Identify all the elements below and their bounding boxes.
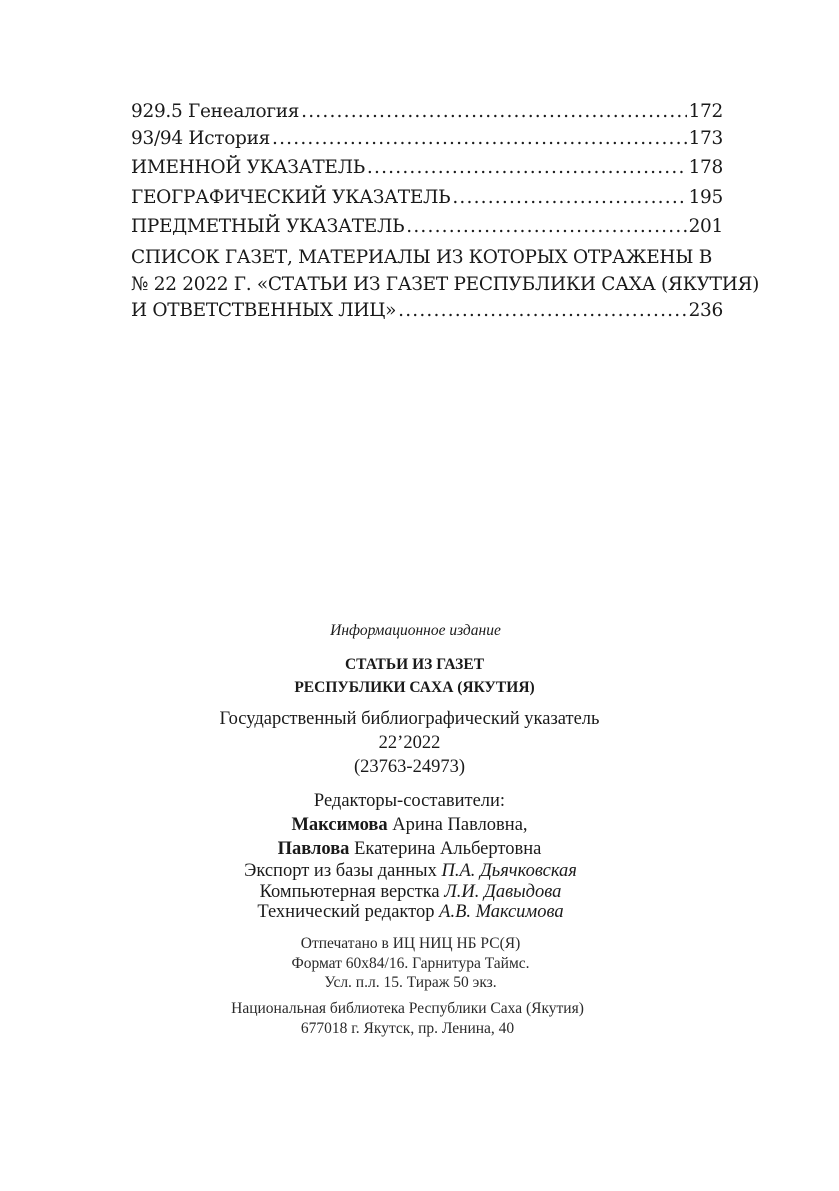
credit-person: Л.И. Давыдова [444, 881, 562, 902]
editor-given-names: Екатерина Альбертовна [349, 839, 542, 859]
issue-number: 22’2022 [378, 733, 441, 753]
credits-block [0, 861, 830, 923]
credit-line [0, 882, 830, 903]
library-info-block [0, 999, 827, 1038]
editors-block [0, 789, 829, 861]
toc-entry-page: 178 [688, 157, 723, 178]
toc-leader-dots [272, 128, 687, 149]
toc-entry-geographic-index[interactable] [131, 187, 723, 208]
credit-line [0, 861, 830, 882]
print-info-line: Формат 60х84/16. Гарнитура Таймс. [291, 954, 530, 972]
toc-entry-label: 93/94 История [131, 128, 271, 149]
credit-role: Компьютерная верстка [259, 881, 445, 902]
subtitle-text: Государственный библиографический указатель [219, 709, 600, 729]
toc-entry-page: 172 [688, 101, 723, 122]
book-title [0, 653, 834, 699]
toc-entry-newspaper-list[interactable] [131, 245, 760, 325]
record-range: (23763-24973) [354, 757, 465, 777]
edition-type [0, 622, 835, 640]
credit-role: Экспорт из базы данных [244, 861, 442, 881]
toc-leader-dots [301, 101, 686, 122]
toc-entry-name-index[interactable] [131, 157, 723, 178]
toc-entry-genealogy[interactable] [131, 101, 723, 122]
toc-entry-label: ГЕОГРАФИЧЕСКИЙ УКАЗАТЕЛЬ [131, 187, 451, 208]
editor-surname: Павлова [277, 839, 350, 859]
print-info-line: Усл. п.л. 15. Тираж 50 экз. [324, 974, 497, 991]
book-title-line: СТАТЬИ ИЗ ГАЗЕТ [344, 656, 485, 673]
credit-line [0, 902, 830, 923]
toc-entry-label: 929.5 Генеалогия [131, 101, 300, 122]
editors-heading: Редакторы-составители: [313, 791, 506, 811]
toc-entry-label: ИМЕННОЙ УКАЗАТЕЛЬ [131, 157, 365, 178]
toc-leader-dots [406, 216, 686, 237]
editor-name [0, 813, 829, 837]
toc-entry-label-line: СПИСОК ГАЗЕТ, МАТЕРИАЛЫ ИЗ КОТОРЫХ ОТРАЖЕНЫ В [131, 247, 713, 268]
toc-entry-page: 195 [688, 187, 723, 208]
toc-entry-label: ПРЕДМЕТНЫЙ УКАЗАТЕЛЬ [131, 216, 405, 237]
toc-entry-label-line: № 22 2022 Г. «СТАТЬИ ИЗ ГАЗЕТ РЕСПУБЛИКИ САХА (ЯКУТИЯ) [131, 273, 760, 295]
credit-role: Технический редактор [257, 902, 440, 922]
edition-type-text: Информационное издание [330, 622, 501, 639]
editor-surname: Максимова [291, 815, 388, 835]
toc-leader-dots [367, 157, 687, 178]
toc-entry-history[interactable] [131, 128, 723, 149]
credit-person: П.А. Дьячковская [441, 861, 577, 881]
library-name: Национальная библиотека Республики Саха (Якутия) [231, 1000, 584, 1017]
editor-given-names: Арина Павловна, [387, 815, 528, 835]
toc-entry-page: 173 [688, 128, 723, 149]
toc-leader-dots [452, 187, 686, 208]
library-address: 677018 г. Якутск, пр. Ленина, 40 [300, 1019, 515, 1037]
print-info-line: Отпечатано в ИЦ НИЦ НБ РС(Я) [300, 935, 521, 952]
credit-person: А.В. Максимова [439, 902, 564, 922]
book-subtitle [0, 707, 829, 779]
book-title-line: РЕСПУБЛИКИ САХА (ЯКУТИЯ) [294, 679, 535, 696]
toc-entry-subject-index[interactable] [131, 216, 723, 237]
toc-entry-page: 236 [688, 300, 723, 321]
toc-leader-dots [398, 298, 686, 325]
print-info-block [0, 934, 830, 993]
editor-name [0, 837, 829, 861]
toc-entry-label-line: И ОТВЕТСТВЕННЫХ ЛИЦ» [131, 300, 397, 321]
toc-entry-page: 201 [688, 216, 723, 237]
